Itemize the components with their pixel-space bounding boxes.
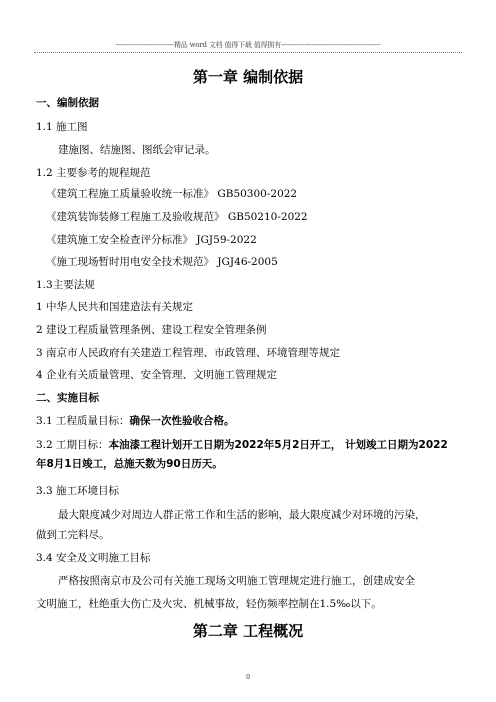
schedule-goal-label: 3.2 工期目标： <box>36 439 109 451</box>
norm-item: 《施工现场暂时用电安全技术规范》 JGJ46-2005 <box>46 256 278 268</box>
chapter-1-title: 第一章 编制依据 <box>192 68 304 86</box>
item-1-1-text: 建施图、结施图、图纸会审记录。 <box>58 144 216 156</box>
quality-goal-value: 确保一次性验收合格。 <box>129 415 235 427</box>
item-3-3-heading: 3.3 施工环境目标 <box>36 485 120 497</box>
schedule-goal <box>36 438 448 452</box>
item-1-1-heading: 1.1 施工图 <box>36 121 88 133</box>
chapter-2-title: 第二章 工程概况 <box>192 622 304 640</box>
item-3-4-heading: 3.4 安全及文明施工目标 <box>36 552 151 564</box>
item-3-3-text-cont: 做到工完料尽。 <box>36 529 110 541</box>
schedule-goal-value: 本油漆工程计划开工日期为2022年5月2日开工， 计划竣工日期为2022 <box>108 439 448 451</box>
law-item: 1 中华人民共和国建造法有关规定 <box>36 301 194 313</box>
item-1-3-heading: 1.3主要法规 <box>36 279 95 291</box>
section-1-heading: 一、编制依据 <box>36 97 99 109</box>
quality-goal-label: 3.1 工程质量目标： <box>36 415 130 427</box>
law-item: 3 南京市人民政府有关建造工程管理、市政管理、环境管理等规定 <box>36 347 341 359</box>
item-3-3-text: 最大限度减少对周边人群正常工作和生活的影响，最大限度减少对环境的污染， <box>58 509 426 521</box>
item-3-4-text-cont: 文明施工，杜绝重大伤亡及火灾、机械事故，轻伤频率控制在1.5‰以下。 <box>36 598 382 610</box>
law-item: 2 建设工程质量管理条例、建设工程安全管理条例 <box>36 324 267 336</box>
page-number: 0 <box>246 674 250 681</box>
page-header: ---------------------------精品 word 文档 值得下载 值得拥有---------------------------------------------- <box>115 41 381 49</box>
item-1-2-heading: 1.2 主要参考的规程规范 <box>36 167 151 179</box>
quality-goal <box>36 414 235 428</box>
norm-item: 《建筑施工安全检查评分标准》 JGJ59-2022 <box>46 234 257 246</box>
item-3-4-text: 严格按照南京市及公司有关施工现场文明施工管理规定进行施工，创建成安全 <box>58 575 415 587</box>
norm-item: 《建筑装饰装修工程施工及验收规范》 GB50210-2022 <box>46 211 308 223</box>
section-2-heading: 二、实施目标 <box>36 392 99 404</box>
norm-item: 《建筑工程施工质量验收统一标准》 GB50300-2022 <box>46 188 298 200</box>
schedule-goal-value-cont: 年8月1日竣工，总施天数为90日历天。 <box>36 458 223 470</box>
header-divider <box>34 52 462 53</box>
law-item: 4 企业有关质量管理、安全管理、文明施工管理规定 <box>36 369 278 381</box>
